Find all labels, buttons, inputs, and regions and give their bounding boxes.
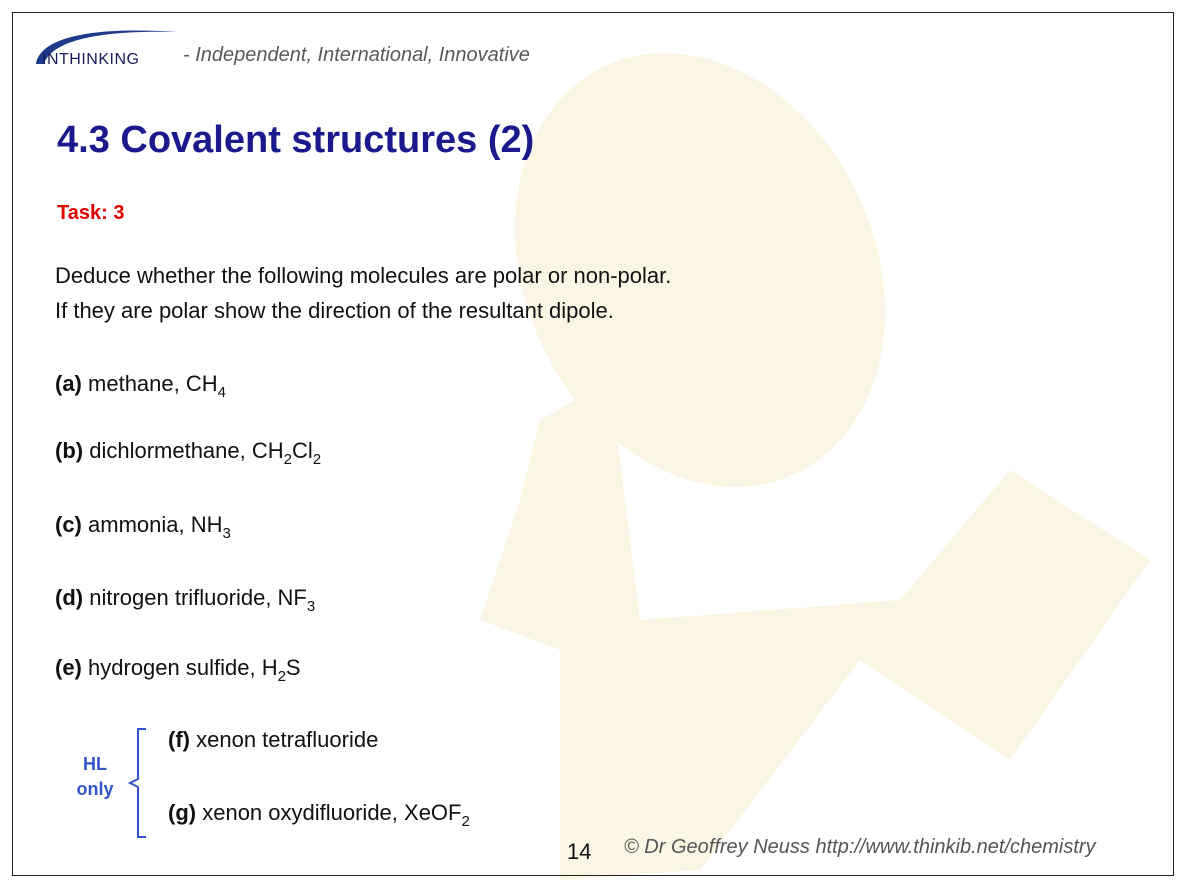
instructions [55,258,671,328]
question-text: dichlormethane, [89,438,252,463]
header-brand [30,26,180,70]
formula-subscript: 2 [461,813,470,830]
question-text: methane, [88,371,186,396]
question-e [55,655,301,685]
tagline: - Independent, International, Innovative [183,44,530,66]
hl-note-line: HL [83,754,107,774]
curly-bracket-icon [124,727,154,839]
question-text: xenon oxydifluoride, [202,800,405,825]
task-label: Task: 3 [57,202,125,224]
formula-subscript: 3 [222,525,231,542]
instruction-line: Deduce whether the following molecules are polar or non-polar. [55,263,672,288]
question-label: (b) [55,438,84,463]
formula-part: S [285,655,301,680]
formula-subscript: 2 [283,451,292,468]
hl-only-note [67,752,123,802]
question-text: ammonia, [88,512,191,537]
question-a [55,371,226,401]
page-title: 4.3 Covalent structures (2) [57,119,535,161]
formula-part: NF [277,585,307,610]
question-c [55,512,231,542]
formula-part: H [261,655,278,680]
question-b [55,438,322,468]
question-label: (e) [55,655,82,680]
question-label: (a) [55,371,82,396]
question-label: (g) [168,800,197,825]
hl-note-line: only [76,779,114,799]
formula-subscript: 2 [312,451,322,468]
formula-part: NH [190,512,223,537]
question-label: (c) [55,512,82,537]
page-number: 14 [567,839,592,864]
formula-part: CH [185,371,218,396]
question-label: (f) [168,727,190,752]
question-f [168,727,378,753]
question-g [168,800,470,830]
formula-part: XeOF [404,800,462,825]
formula-part: Cl [292,438,313,463]
formula-subscript: 3 [306,598,316,615]
inthinking-logo [30,26,180,70]
question-text: nitrogen trifluoride, [89,585,278,610]
question-d [55,585,316,615]
question-label: (d) [55,585,84,610]
logo-text: INTHINKING [42,51,140,68]
copyright-text: © Dr Geoffrey Neuss http://www.thinkib.net/chemistry [624,836,1096,858]
formula-subscript: 4 [217,384,226,401]
formula-subscript: 2 [277,668,286,685]
formula-part: CH [251,438,284,463]
question-text: xenon tetrafluoride [196,727,379,752]
question-text: hydrogen sulfide, [88,655,262,680]
instruction-line: If they are polar show the direction of the resultant dipole. [55,298,614,323]
